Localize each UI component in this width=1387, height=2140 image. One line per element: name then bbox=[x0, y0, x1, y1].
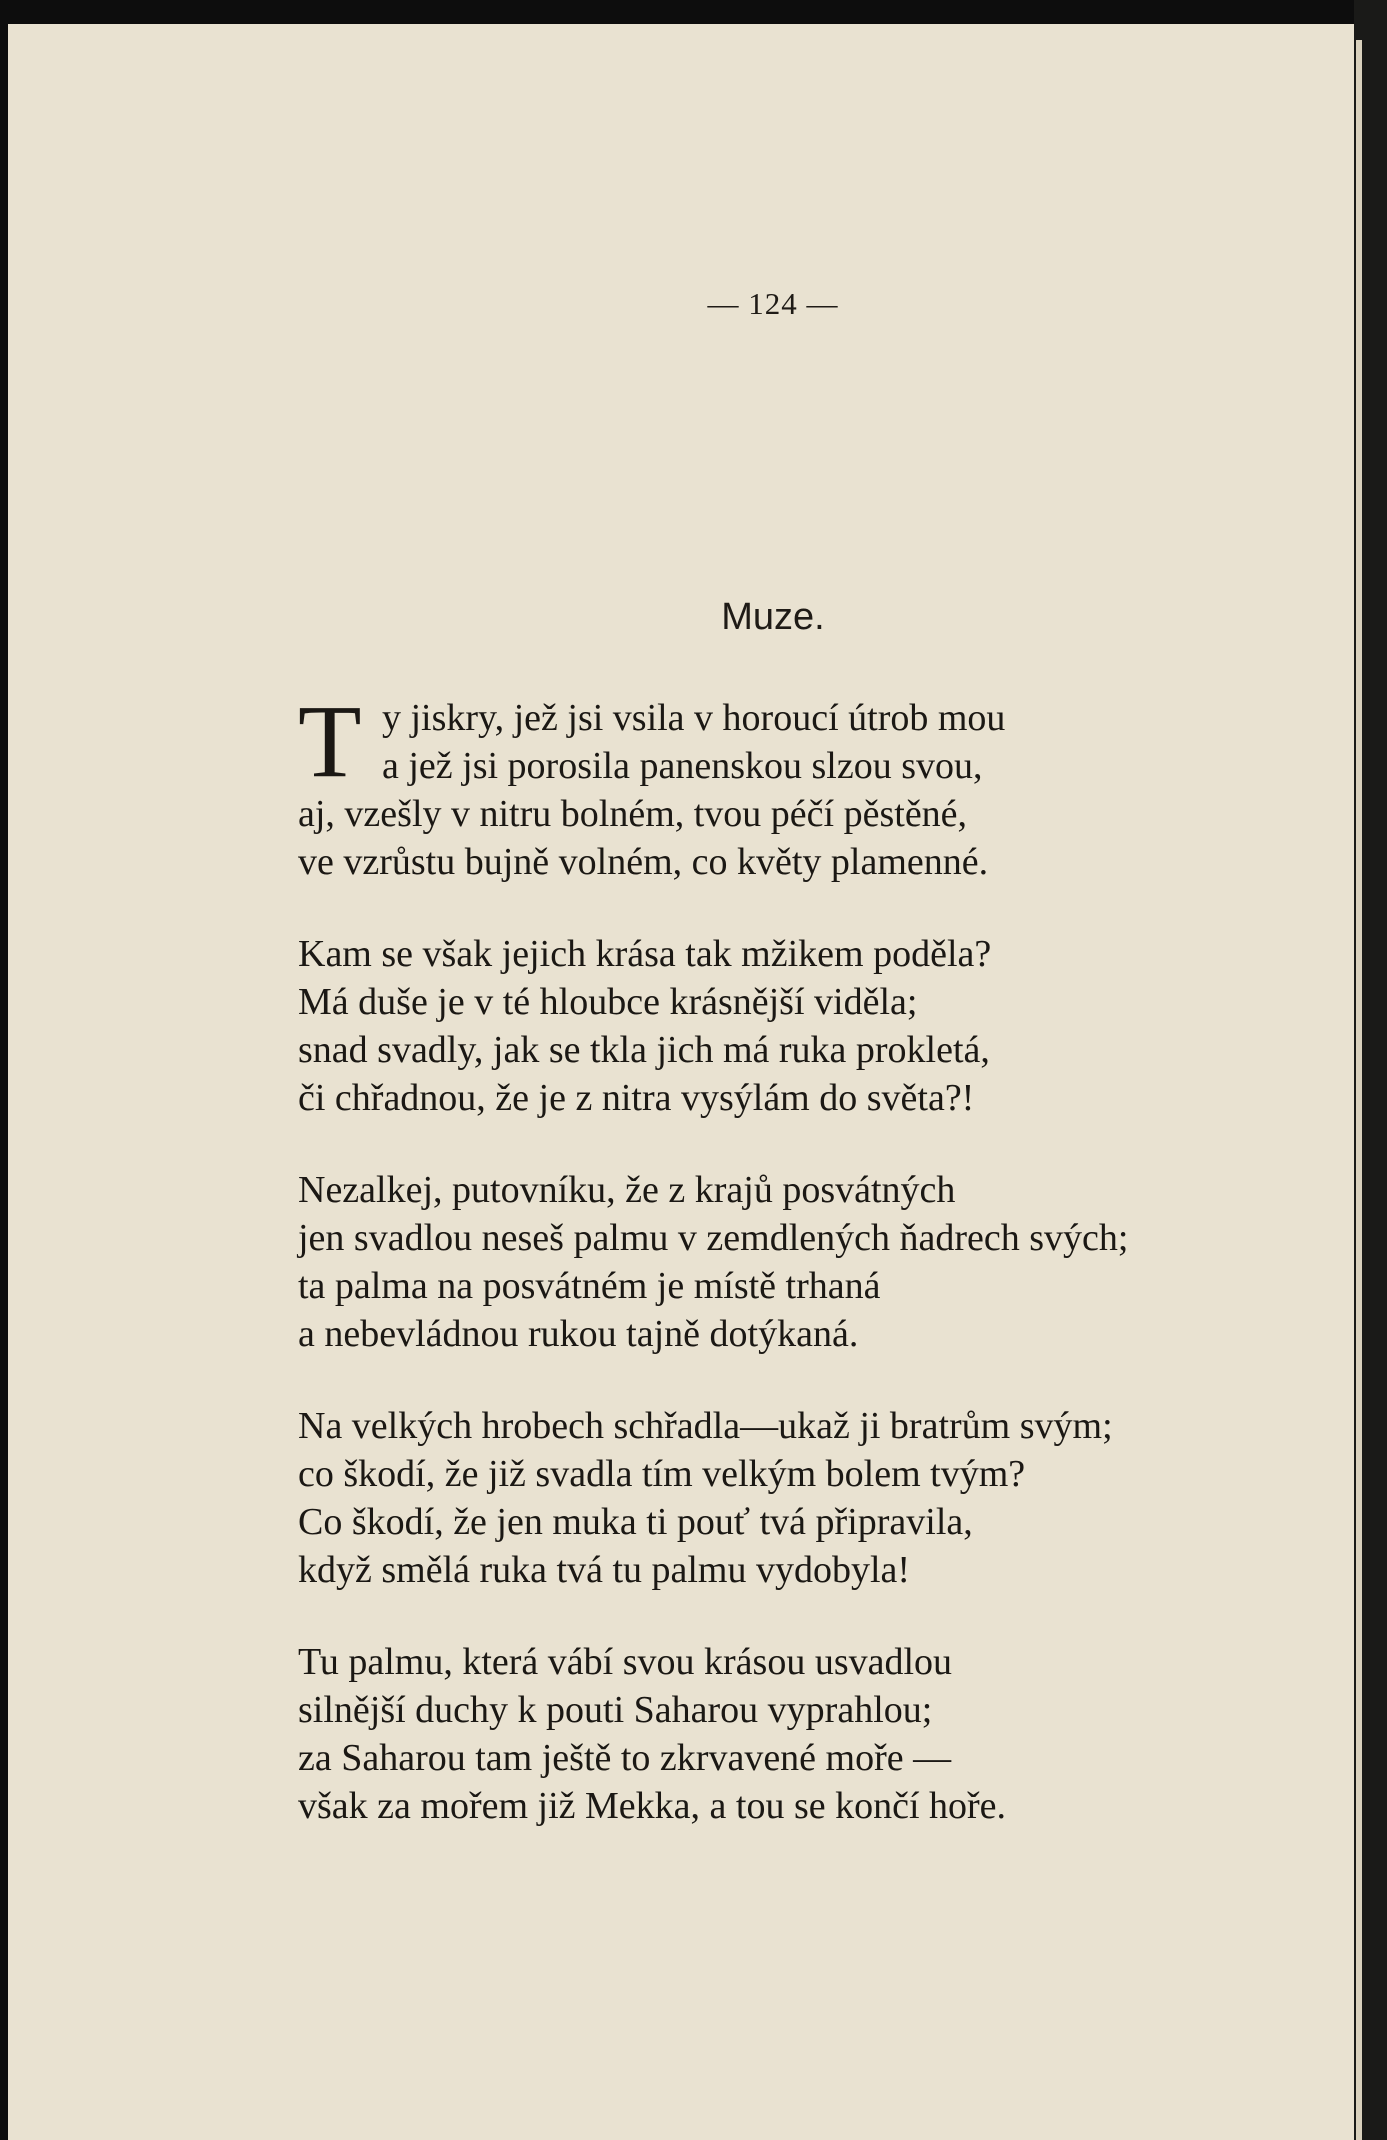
poem-line: a nebevládnou rukou tajně dotýkaná. bbox=[298, 1313, 859, 1355]
stanza-1 bbox=[298, 684, 1278, 886]
poem-line: když smělá ruka tvá tu palmu vydobyla! bbox=[298, 1549, 911, 1591]
poem-line: Má duše je v té hloubce krásnější viděla; bbox=[298, 981, 918, 1023]
poem-line: Na velkých hrobech schřadla—ukaž ji bratrům svým; bbox=[298, 1405, 1113, 1447]
poem-line: ve vzrůstu bujně volném, co květy plamenné. bbox=[298, 841, 989, 883]
poem-line-text: y jiskry, jež jsi vsila v horoucí útrob mou bbox=[382, 697, 1006, 739]
poem-line: silnější duchy k pouti Saharou vyprahlou; bbox=[298, 1689, 933, 1731]
stanza-5 bbox=[298, 1638, 1278, 1830]
poem-line: aj, vzešly v nitru bolném, tvou péčí pěstěné, bbox=[298, 793, 968, 835]
poem-title: Muze. bbox=[721, 596, 825, 638]
stanza-3 bbox=[298, 1166, 1278, 1358]
poem-line: co škodí, že již svadla tím velkým bolem tvým? bbox=[298, 1453, 1026, 1495]
poem-line: za Saharou tam ještě to zkrvavené moře — bbox=[298, 1737, 952, 1779]
poem-line: jen svadlou neseš palmu v zemdlených ňadrech svých; bbox=[298, 1217, 1129, 1259]
poem-line: snad svadly, jak se tkla jich má ruka prokletá, bbox=[298, 1029, 990, 1071]
drop-cap: T bbox=[298, 684, 362, 799]
book-page bbox=[8, 24, 1354, 2140]
page-number: — 124 — bbox=[707, 286, 839, 321]
poem-line: a jež jsi porosila panenskou slzou svou, bbox=[382, 745, 983, 787]
poem-line: Kam se však jejich krása tak mžikem poděla? bbox=[298, 933, 992, 975]
book-gutter bbox=[1354, 0, 1387, 2140]
poem-line: Co škodí, že jen muka ti pouť tvá připravila, bbox=[298, 1501, 973, 1543]
poem-line: Tu palmu, která vábí svou krásou usvadlou bbox=[298, 1641, 953, 1683]
stanza-2 bbox=[298, 930, 1278, 1122]
poem-line: Nezalkej, putovníku, že z krajů posvátných bbox=[298, 1169, 956, 1211]
poem-body bbox=[298, 684, 1278, 1874]
adjacent-page-edge bbox=[1356, 40, 1362, 2140]
poem-line: ta palma na posvátném je místě trhaná bbox=[298, 1265, 881, 1307]
poem-line: však za mořem již Mekka, a tou se končí hoře. bbox=[298, 1785, 1007, 1827]
stanza-4 bbox=[298, 1402, 1278, 1594]
poem-line: či chřadnou, že je z nitra vysýlám do světa?! bbox=[298, 1077, 975, 1119]
